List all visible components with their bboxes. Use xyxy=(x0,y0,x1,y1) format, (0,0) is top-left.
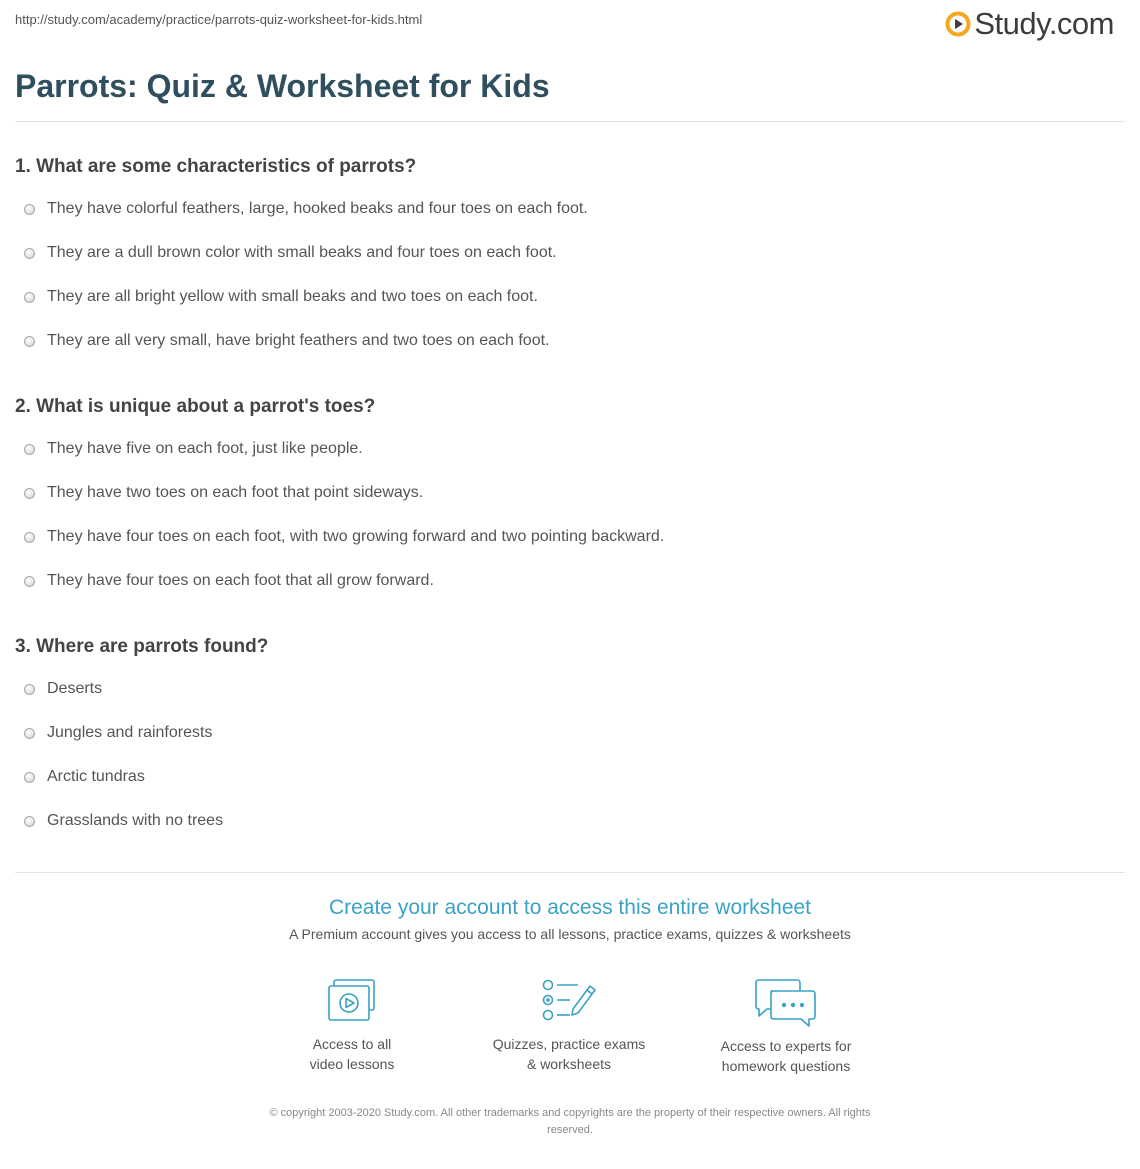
feature-label-line: video lessons xyxy=(309,1056,395,1072)
radio-button[interactable] xyxy=(24,248,35,259)
feature-label-line: homework questions xyxy=(721,1058,851,1074)
radio-button[interactable] xyxy=(24,532,35,543)
answer-option[interactable] xyxy=(24,484,423,502)
answer-option[interactable] xyxy=(24,244,557,262)
answer-option[interactable] xyxy=(24,572,434,590)
radio-button[interactable] xyxy=(24,684,35,695)
feature-label-line: Quizzes, practice exams xyxy=(492,1036,646,1052)
create-account-link[interactable]: Create your account to access this entire worksheet xyxy=(328,896,812,919)
answer-label: They have four toes on each foot, with two growing forward and two pointing backward. xyxy=(47,528,665,545)
radio-button[interactable] xyxy=(24,772,35,783)
study-logo[interactable] xyxy=(945,6,1114,42)
radio-button[interactable] xyxy=(24,444,35,455)
answer-label: They are a dull brown color with small beaks and four toes on each foot. xyxy=(47,244,557,261)
answer-label: They have five on each foot, just like people. xyxy=(47,440,363,457)
quiz-checklist-icon xyxy=(540,978,598,1024)
answer-option[interactable] xyxy=(24,288,538,306)
radio-button[interactable] xyxy=(24,292,35,303)
cta-subtitle: A Premium account gives you access to all lessons, practice exams, quizzes & worksheets xyxy=(289,926,851,942)
video-lessons-icon xyxy=(326,978,378,1024)
question-1: 1. What are some characteristics of parrots? xyxy=(15,156,417,177)
radio-button[interactable] xyxy=(24,488,35,499)
chat-bubbles-icon xyxy=(753,978,819,1030)
feature-quizzes xyxy=(469,978,669,1074)
radio-button[interactable] xyxy=(24,336,35,347)
feature-experts xyxy=(686,978,886,1076)
answer-option[interactable] xyxy=(24,440,363,458)
answer-option[interactable] xyxy=(24,332,550,350)
answer-label: They are all very small, have bright feathers and two toes on each foot. xyxy=(47,332,550,349)
copyright-line: reserved. xyxy=(547,1124,593,1136)
page-title: Parrots: Quiz & Worksheet for Kids xyxy=(15,68,550,104)
answer-label: Jungles and rainforests xyxy=(47,724,213,741)
answer-option[interactable] xyxy=(24,768,145,786)
question-3: 3. Where are parrots found? xyxy=(15,636,269,657)
answer-option[interactable] xyxy=(24,528,664,546)
answer-label: They have four toes on each foot that all grow forward. xyxy=(47,572,434,589)
answer-label: They have two toes on each foot that point sideways. xyxy=(47,484,424,501)
feature-label-line: Access to all xyxy=(312,1036,392,1052)
radio-button[interactable] xyxy=(24,816,35,827)
answer-option[interactable] xyxy=(24,680,102,698)
answer-label: Deserts xyxy=(47,680,103,697)
answer-label: They have colorful feathers, large, hooked beaks and four toes on each foot. xyxy=(47,200,588,217)
page-url: http://study.com/academy/practice/parrots-quiz-worksheet-for-kids.html xyxy=(15,12,423,27)
copyright-line: © copyright 2003-2020 Study.com. All other trademarks and copyrights are the property of their respective owners. All rights xyxy=(269,1107,871,1119)
answer-option[interactable] xyxy=(24,200,588,218)
title-divider xyxy=(15,121,1125,122)
answer-label: Grasslands with no trees xyxy=(47,812,224,829)
answer-label: Arctic tundras xyxy=(47,768,145,785)
feature-video-lessons xyxy=(252,978,452,1074)
answer-option[interactable] xyxy=(24,812,223,830)
copyright-notice xyxy=(210,1105,930,1139)
answer-label: They are all bright yellow with small beaks and two toes on each foot. xyxy=(47,288,538,305)
feature-label-line: & worksheets xyxy=(526,1056,612,1072)
section-divider xyxy=(15,872,1125,873)
radio-button[interactable] xyxy=(24,728,35,739)
logo-text: Study.com xyxy=(974,6,1114,41)
feature-label-line: Access to experts for xyxy=(720,1038,852,1054)
play-circle-icon xyxy=(945,11,971,37)
question-2: 2. What is unique about a parrot's toes? xyxy=(15,396,376,417)
radio-button[interactable] xyxy=(24,576,35,587)
answer-option[interactable] xyxy=(24,724,212,742)
radio-button[interactable] xyxy=(24,204,35,215)
